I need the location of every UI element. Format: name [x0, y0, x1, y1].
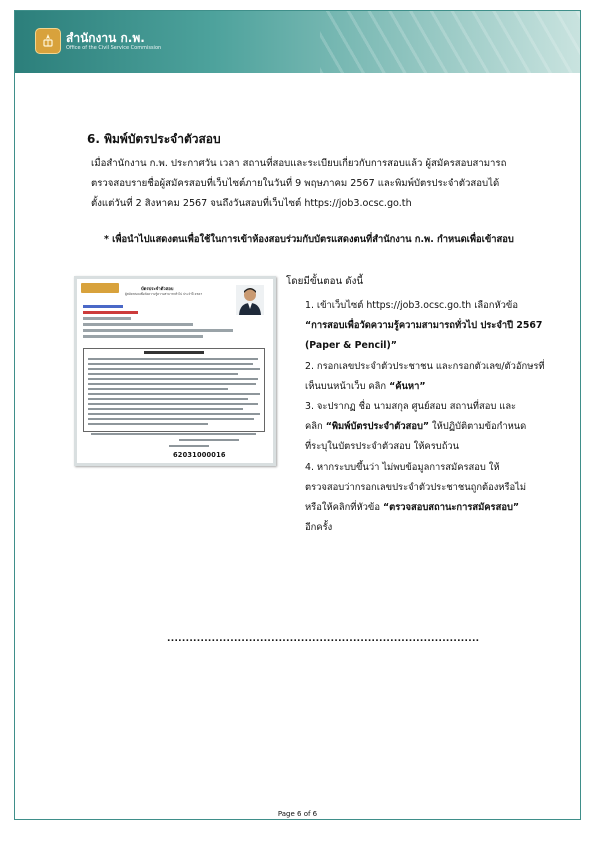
step-line — [305, 518, 567, 538]
admission-card-image — [74, 276, 276, 466]
card-rules-box — [83, 348, 265, 432]
avatar — [236, 285, 264, 315]
step-text: 1. เข้าเว็บไซต์ https://job3.ocsc.go.th เลือกหัวข้อ — [305, 300, 518, 311]
section-note: * เพื่อนำไปแสดงตนเพื่อใช้ในการเข้าห้องสอบร่วมกับบัตรแสดงตนที่สำนักงาน ก.พ. กำหนดเพื่อเข้าสอบ — [104, 234, 514, 245]
paragraph-line: ตั้งแต่วันที่ 2 สิงหาคม 2567 จนถึงวันสอบที่เว็บไซต์ https://job3.ocsc.go.th — [91, 198, 412, 209]
banner-pattern — [320, 11, 580, 73]
step-text: ให้ปฏิบัติตามข้อกำหนด — [429, 421, 527, 433]
step-line — [305, 296, 567, 316]
step-line — [305, 458, 567, 478]
steps-list — [305, 296, 567, 538]
step-line — [305, 357, 567, 377]
step-text: ที่ระบุในบัตรประจำตัวสอบ ให้ครบถ้วน — [305, 441, 460, 453]
card-code: 62031000016 — [173, 451, 226, 459]
card-field — [83, 305, 123, 308]
card-field — [83, 311, 138, 314]
step-text: 3. จะปรากฏ ชื่อ นามสกุล ศูนย์สอบ สถานที่สอบ และ — [305, 401, 517, 413]
card-field — [83, 317, 131, 320]
step-emphasis: “ตรวจสอบสถานะการสมัครสอบ” — [382, 502, 520, 514]
logo-subtitle: Office of the Civil Service Commission — [66, 44, 162, 51]
step-line — [305, 336, 567, 356]
step-text: อีกครั้ง — [305, 522, 333, 534]
card-field — [83, 329, 233, 332]
paragraph-line: ตรวจสอบรายชื่อผู้สมัครสอบที่เว็บไซต์ภายในวันที่ 9 พฤษภาคม 2567 และพิมพ์บัตรประจำตัวสอบได้ — [91, 178, 500, 189]
header-banner — [15, 11, 580, 73]
step-line — [305, 498, 567, 518]
step-text: หรือให้คลิกที่หัวข้อ — [305, 502, 383, 514]
step-emphasis: “ค้นหา” — [389, 380, 426, 392]
step-line — [305, 397, 567, 417]
step-text: ตรวจสอบว่ากรอกเลขประจำตัวประชาชนถูกต้องหรือไม่ — [305, 481, 527, 493]
card-title: บัตรประจำตัวสอบ — [141, 286, 174, 291]
step-emphasis: “พิมพ์บัตรประจำตัวสอบ” — [325, 421, 430, 433]
step-emphasis: (Paper & Pencil)” — [305, 340, 397, 352]
step-text: 4. หากระบบขึ้นว่า ไม่พบข้อมูลการสมัครสอบ ให้ — [305, 461, 500, 473]
card-subtitle: ผู้สมัครสอบเพื่อวัดความรู้ความสามารถทั่วไป ประจำปี 2567 — [125, 292, 203, 296]
ocsc-emblem-icon — [35, 28, 61, 54]
card-logo — [81, 283, 119, 293]
card-field — [83, 335, 203, 338]
section-title: 6. พิมพ์บัตรประจำตัวสอบ — [87, 132, 221, 146]
logo-title: สำนักงาน ก.พ. — [66, 30, 145, 45]
steps-intro: โดยมีขั้นตอน ดังนี้ — [286, 276, 364, 287]
step-text: คลิก — [305, 421, 326, 433]
step-text: เห็นบนหน้าเว็บ คลิก — [305, 380, 390, 392]
paragraph-line: เมื่อสำนักงาน ก.พ. ประกาศวัน เวลา สถานที่สอบและระเบียบเกี่ยวกับการสอบแล้ว ผู้สมัครสอบสามารถ — [91, 158, 507, 169]
ocsc-logo — [35, 28, 161, 54]
step-line — [305, 377, 567, 397]
step-line — [305, 316, 567, 336]
section-paragraph — [91, 154, 561, 214]
step-line — [305, 478, 567, 498]
divider: .................................................................................... — [167, 634, 480, 644]
card-field — [83, 323, 193, 326]
step-line — [305, 437, 567, 457]
step-line — [305, 417, 567, 437]
step-emphasis: “การสอบเพื่อวัดความรู้ความสามารถทั่วไป ประจำปี 2567 — [305, 320, 543, 332]
step-text: 2. กรอกเลขประจำตัวประชาชน และกรอกตัวเลข/ตัวอักษรที่ — [305, 360, 545, 372]
page-number: Page 6 of 6 — [277, 810, 318, 818]
